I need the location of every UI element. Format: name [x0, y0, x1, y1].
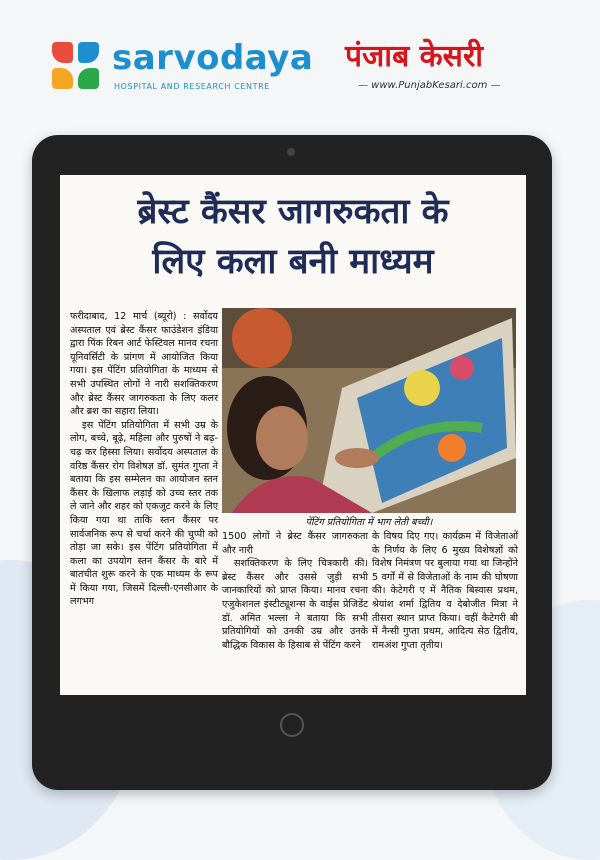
newspaper-logo: पंजाब केसरी [345, 39, 484, 74]
column3-paragraph-1: के विषय दिए गए। कार्यक्रम में विजेताओं के निर्णय के लिए 6 मुख्य विशेषज्ञों को विशेष निमंत्रण पर बुलाया गया था जिन्होंने 5 वर्गों में से विजेताओं के नाम की घोषणा की। केटेगरी ए में नैतिक बिस्वास प्रथम, श्रेयांश शर्मा द्वितिय व देबोजीत मित्रा ने तीसरा स्थान प्राप्त किया। वहीं कैटेगरी बी में नैन्सी गुप्ता प्रथम, आदित्य सेठ द्वितीय, रामअंश गुप्ता तृतीय। [372, 531, 518, 651]
column1-paragraph-2: इस पेंटिंग प्रतियोगिता में सभी उम्र के लोग, बच्चे, बूढ़े, महिला और पुरुषों ने बढ़-चढ़ कर हिस्सा लिया। सर्वोदय अस्पताल के वरिष्ठ कैंसर रोग विशेषज्ञ डॉ. सुमंत गुप्ता ने बताया कि इस सम्मेलन का आयोजन स्तन कैंसर के खिलाफ लड़ाई को उच्च स्तर तक ले जाने और शहर को एकजुट करने के लिए किया गया था ताकि स्तन कैंसर पर सार्वजनिक रूप से चर्चा करने की चुप्पी को तोड़ा जा सके। इस पेंटिंग प्रतियोगिता में कला का उपयोग स्तन कैंसर के बारे में बातचीत शुरू करने के एक माध्यम के रूप में किया गया, जिसमें दिल्ली-एनसीआर के लगभग [70, 419, 218, 608]
article-column-1 [70, 310, 218, 609]
column2-paragraph-1: 1500 लोगों ने ब्रेस्ट कैंसर जागरुकता और नारी [222, 531, 368, 556]
newspaper-clipping [60, 175, 526, 695]
article-headline [60, 187, 526, 287]
tablet-frame [32, 135, 552, 790]
article-photo [222, 308, 516, 513]
article-column-2 [222, 530, 368, 652]
sarvodaya-logo-icon [52, 42, 100, 90]
headline-line-2: लिए कला बनी माध्यम [152, 242, 434, 282]
brand-name: sarvodaya [112, 38, 314, 78]
painting-girl-photo-icon [222, 308, 516, 513]
photo-caption: पेंटिंग प्रतियोगिता में भाग लेती बच्ची। [305, 517, 433, 528]
header [0, 0, 600, 120]
headline-line-1: ब्रेस्ट कैंसर जागरुकता के [137, 192, 449, 232]
newspaper-url: — www.PunjabKesari.com — [358, 80, 501, 91]
camera-icon [287, 148, 295, 156]
home-button[interactable] [280, 713, 304, 737]
column2-paragraph-2: सशक्तिकरण के लिए चित्रकारी की। ब्रेस्ट कैंसर और उससे जुड़ी सभी जानकारियों को प्राप्त किया। मानव रचना एजुकेशनल इंस्टीट्यूशन्स के वाईस प्रेजिडेंट डॉ. अमित भल्ला ने बताया कि सभी प्रतियोगियों को उनकी उम्र और उनके बौद्धिक विकास के हिसाब से पेंटिंग करने [222, 558, 368, 651]
brand-subtitle: HOSPITAL AND RESEARCH CENTRE [114, 82, 270, 91]
article-column-3 [372, 530, 518, 652]
column1-paragraph-1: फरीदाबाद, 12 मार्च (ब्यूरो) : सर्वोदय अस्पताल एवं ब्रेस्ट कैंसर फाउंडेशन इंडिया द्वारा पिंक रिबन आर्ट फेस्टिवल मानव रचना यूनिवर्सिटी के प्रांगण में आयोजित किया गया। इस पेंटिंग प्रतियोगिता के माध्यम से सभी उपस्थित लोगों ने नारी सशक्तिकरण और ब्रेस्ट कैंसर जागरुकता के लिए कलर और ब्रश का सहारा लिया। [70, 311, 218, 418]
